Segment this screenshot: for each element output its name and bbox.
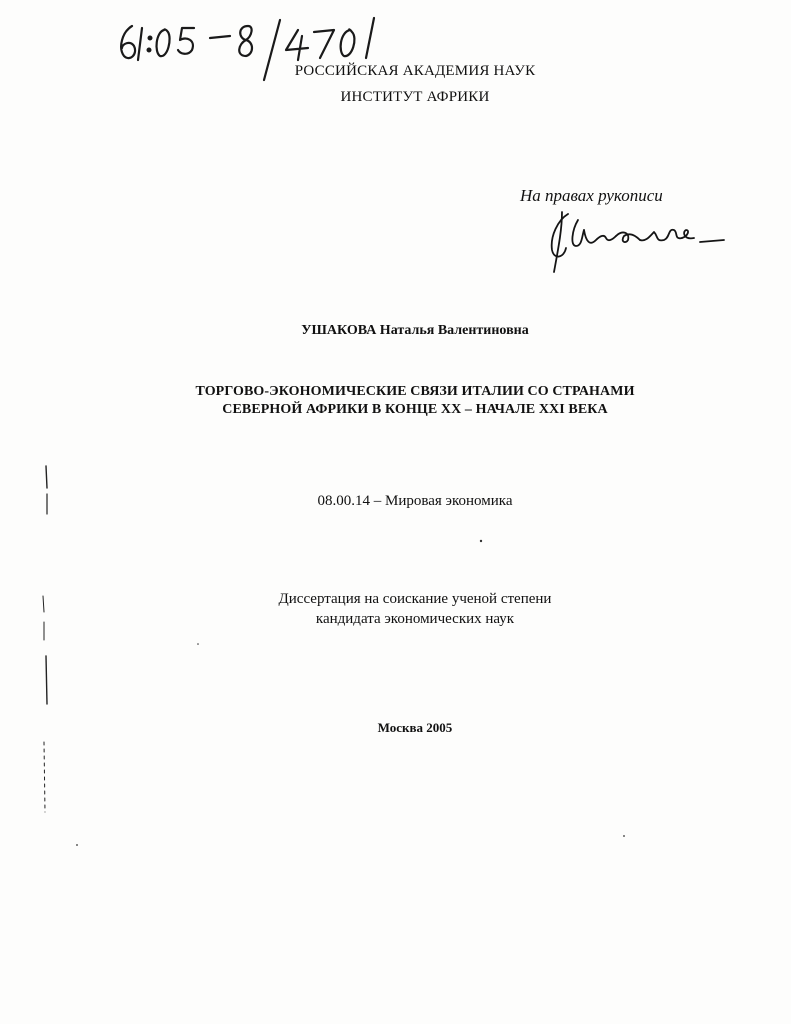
- specialty-code: 08.00.14 – Мировая экономика: [317, 493, 513, 509]
- academy-name: РОССИЙСКАЯ АКАДЕМИЯ НАУК: [294, 63, 536, 79]
- dissertation-title-line-1: ТОРГОВО-ЭКОНОМИЧЕСКИЕ СВЯЗИ ИТАЛИИ СО СТРАНАМИ: [195, 384, 635, 399]
- author-name: УШАКОВА Наталья Валентиновна: [301, 323, 529, 338]
- dissertation-title-line-2: СЕВЕРНОЙ АФРИКИ В КОНЦЕ XX – НАЧАЛЕ XXI ВЕКА: [222, 402, 608, 417]
- city-and-year: Москва 2005: [377, 720, 453, 735]
- manuscript-rights-label: На правах рукописи: [520, 186, 663, 205]
- institute-name: ИНСТИТУТ АФРИКИ: [340, 89, 490, 105]
- degree-line-1: Диссертация на соискание ученой степени: [278, 591, 552, 607]
- author-signature: [538, 206, 728, 282]
- degree-line-2: кандидата экономических наук: [315, 611, 515, 627]
